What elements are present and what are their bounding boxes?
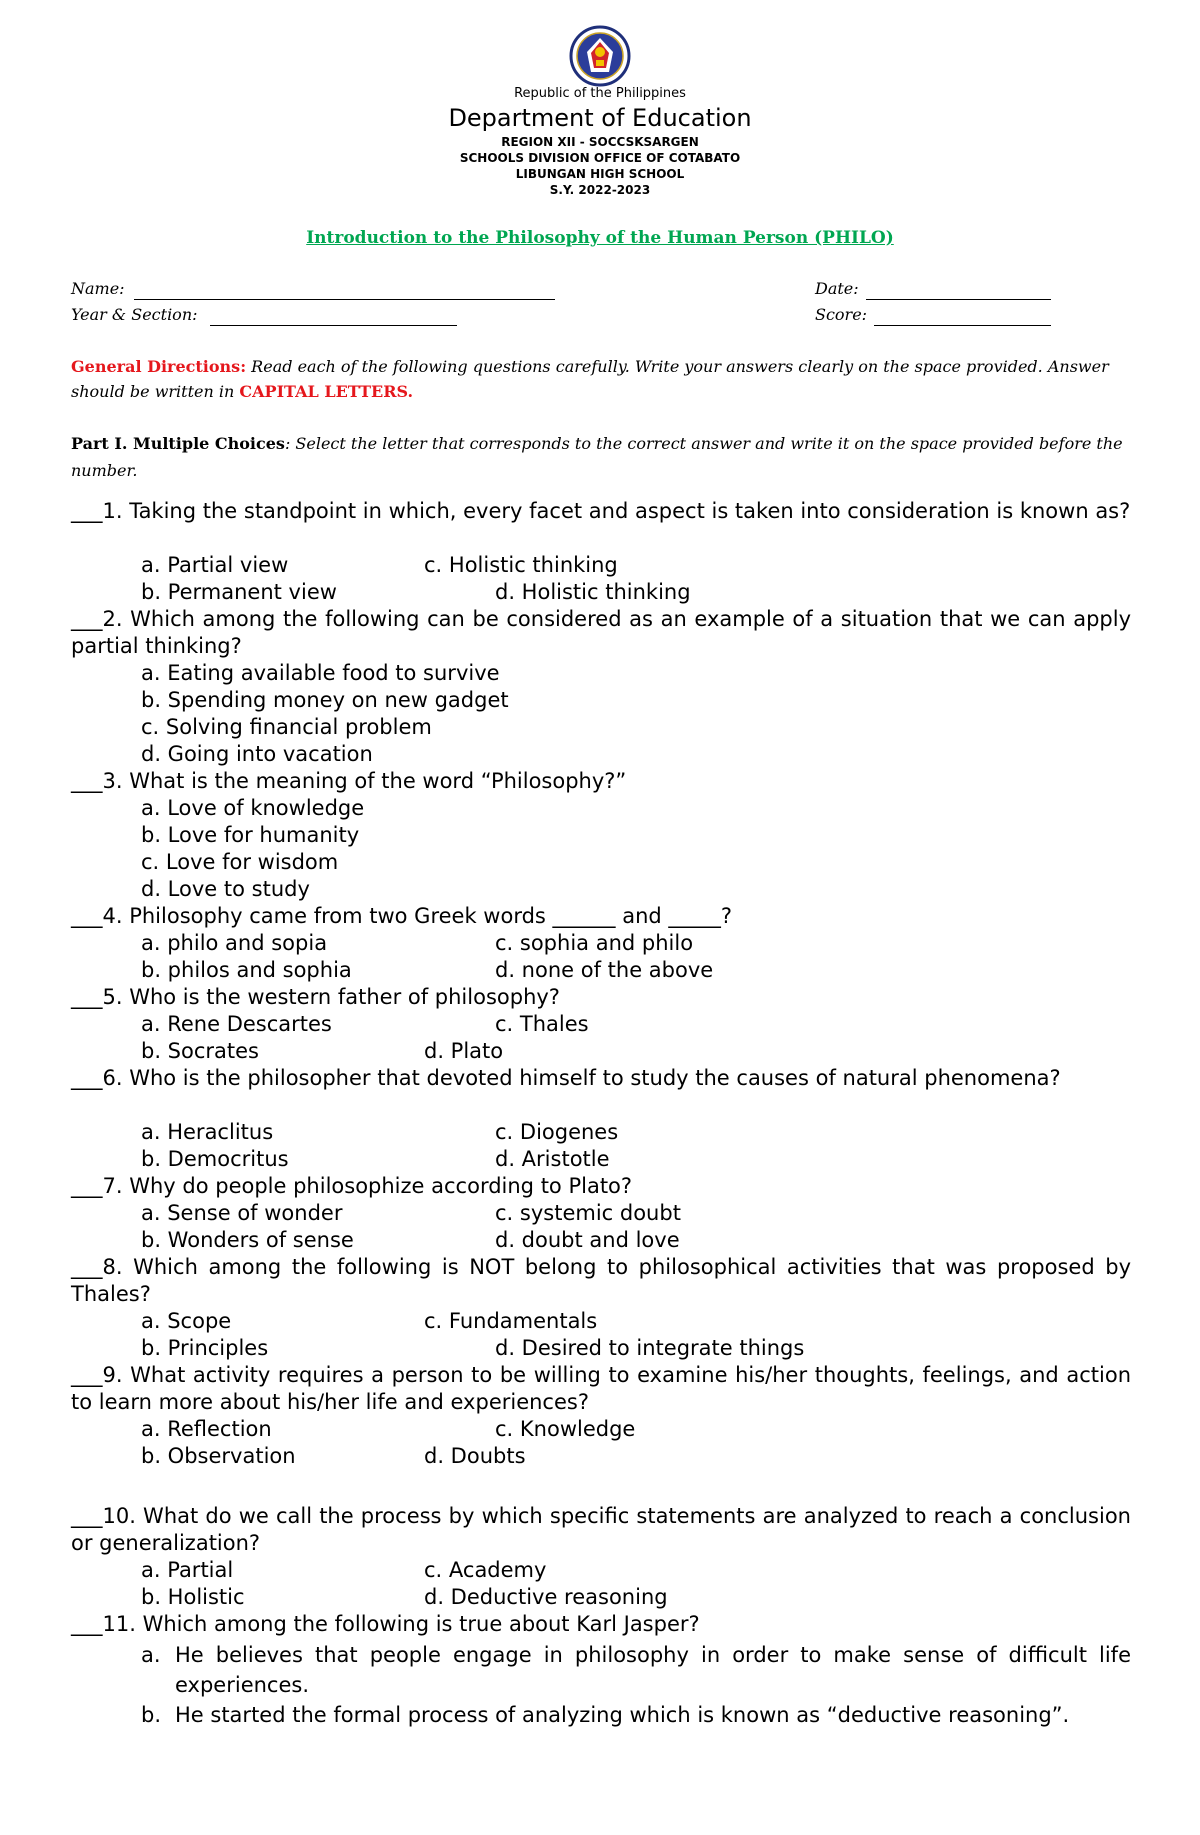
year-section-field[interactable] (210, 307, 457, 326)
question-3: ___3. What is the meaning of the word “Philosophy?” (71, 769, 627, 793)
question-2-option-c: c. Solving financial problem (141, 715, 432, 739)
question-8: ___8. Which among the following is NOT belong to philosophical activities that was proposed by Thales? (71, 1255, 1131, 1306)
question-7: ___7. Why do people philosophize according to Plato? (71, 1174, 633, 1198)
header-school: LIBUNGAN HIGH SCHOOL (515, 167, 685, 181)
question-11-option-a-text: He believes that people engage in philosophy in order to make sense of difficult life experiences. (175, 1643, 1131, 1697)
question-10-option-d: d. Deductive reasoning (424, 1585, 668, 1609)
question-4-option-d: d. none of the above (495, 958, 714, 982)
question-5-option-a: a. Rene Descartes (141, 1012, 332, 1036)
question-6-option-c: c. Diogenes (495, 1120, 619, 1144)
header-region: REGION XII - SOCCSKSARGEN (501, 135, 699, 149)
question-3-option-c: c. Love for wisdom (141, 850, 339, 874)
question-1-option-d: d. Holistic thinking (495, 580, 691, 604)
date-label: Date: (815, 279, 859, 298)
question-11-option-b-letter: b. (141, 1703, 162, 1727)
question-8-option-b: b. Principles (141, 1336, 269, 1360)
header-republic: Republic of the Philippines (514, 86, 686, 101)
question-1-option-c: c. Holistic thinking (424, 553, 618, 577)
directions-label: General Directions: (71, 357, 247, 376)
question-4-option-a: a. philo and sopia (141, 931, 328, 955)
question-3-option-d: d. Love to study (141, 877, 310, 901)
deped-seal-logo (569, 22, 631, 90)
question-5: ___5. Who is the western father of philosophy? (71, 985, 560, 1009)
question-10-option-c: c. Academy (424, 1558, 547, 1582)
question-2: ___2. Which among the following can be considered as an example of a situation that we can apply partial thinking? (71, 607, 1131, 658)
question-3-option-a: a. Love of knowledge (141, 796, 365, 820)
directions-emphasis: CAPITAL LETTERS. (239, 382, 414, 401)
question-1-option-b: b. Permanent view (141, 580, 337, 604)
question-11-option-b (141, 1700, 1131, 1730)
question-8-option-d: d. Desired to integrate things (495, 1336, 805, 1360)
year-section-label: Year & Section: (71, 305, 198, 324)
question-9-option-c: c. Knowledge (495, 1417, 636, 1441)
question-9-option-b: b. Observation (141, 1444, 296, 1468)
question-2-option-b: b. Spending money on new gadget (141, 688, 509, 712)
question-6-option-b: b. Democritus (141, 1147, 289, 1171)
question-11-option-a-letter: a. (141, 1643, 161, 1667)
question-6: ___6. Who is the philosopher that devoted himself to study the causes of natural phenomena? (71, 1066, 1061, 1090)
question-4-option-c: c. sophia and philo (495, 931, 694, 955)
general-directions (71, 354, 1141, 404)
directions-text: Read each of the following questions carefully. Write your answers clearly on the space provided. Answer should be written in (71, 357, 1109, 401)
question-5-option-c: c. Thales (495, 1012, 589, 1036)
question-9-option-d: d. Doubts (424, 1444, 526, 1468)
question-11-option-a (141, 1640, 1131, 1700)
question-6-option-a: a. Heraclitus (141, 1120, 274, 1144)
question-10: ___10. What do we call the process by which specific statements are analyzed to reach a conclusion or generalization? (71, 1504, 1131, 1555)
question-3-option-b: b. Love for humanity (141, 823, 360, 847)
question-7-option-d: d. doubt and love (495, 1228, 680, 1252)
question-4-option-b: b. philos and sophia (141, 958, 352, 982)
question-5-option-b: b. Socrates (141, 1039, 260, 1063)
header-department: Department of Education (448, 104, 752, 132)
question-9-option-a: a. Reflection (141, 1417, 272, 1441)
question-2-option-d: d. Going into vacation (141, 742, 373, 766)
question-8-option-a: a. Scope (141, 1309, 232, 1333)
question-7-option-c: c. systemic doubt (495, 1201, 681, 1225)
question-2-option-a: a. Eating available food to survive (141, 661, 500, 685)
question-10-option-b: b. Holistic (141, 1585, 245, 1609)
question-11: ___11. Which among the following is true about Karl Jasper? (71, 1612, 700, 1636)
question-9: ___9. What activity requires a person to be willing to examine his/her thoughts, feelings, and action to learn more about his/her life and experiences? (71, 1363, 1131, 1414)
score-field[interactable] (874, 307, 1051, 326)
name-field[interactable] (134, 281, 555, 300)
question-7-option-b: b. Wonders of sense (141, 1228, 354, 1252)
question-7-option-a: a. Sense of wonder (141, 1201, 343, 1225)
part1-instructions (71, 430, 1141, 484)
name-label: Name: (71, 279, 125, 298)
part1-label: Part I. Multiple Choices (71, 434, 285, 453)
header-division: SCHOOLS DIVISION OFFICE OF COTABATO (459, 151, 741, 165)
part1-text: : Select the letter that corresponds to the correct answer and write it on the space provided before the number. (71, 434, 1123, 480)
date-field[interactable] (866, 281, 1051, 300)
score-label: Score: (815, 305, 868, 324)
question-6-option-d: d. Aristotle (495, 1147, 610, 1171)
quiz-title: Introduction to the Philosophy of the Human Person (PHILO) (306, 228, 894, 248)
question-4: ___4. Philosophy came from two Greek words ______ and _____? (71, 904, 733, 928)
question-1: ___1. Taking the standpoint in which, every facet and aspect is taken into consideration is known as? (71, 499, 1131, 523)
header-school-year: S.Y. 2022-2023 (549, 183, 651, 197)
question-8-option-c: c. Fundamentals (424, 1309, 598, 1333)
question-1-option-a: a. Partial view (141, 553, 289, 577)
question-10-option-a: a. Partial (141, 1558, 234, 1582)
question-5-option-d: d. Plato (424, 1039, 504, 1063)
question-11-option-b-text: He started the formal process of analyzing which is known as “deductive reasoning”. (175, 1703, 1070, 1727)
